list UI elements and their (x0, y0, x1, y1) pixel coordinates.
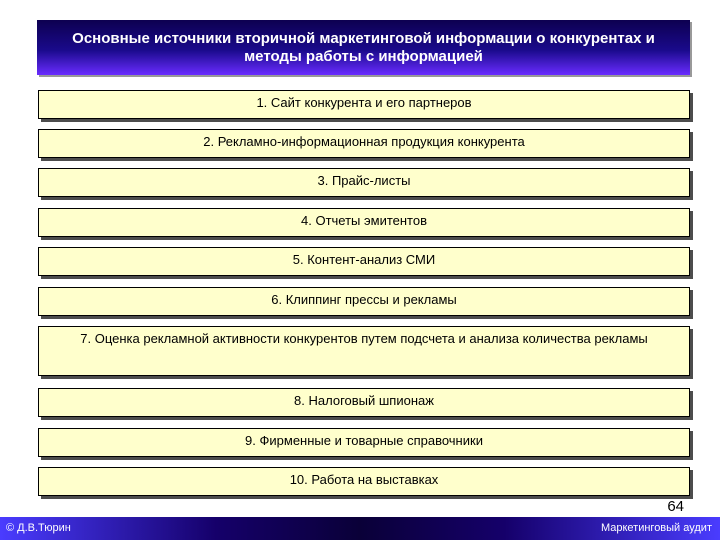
slide-title-text: Основные источники вторичной маркетинговой информации о конкурентах и методы работы с информацией (72, 29, 655, 65)
list-item-5 (38, 247, 690, 276)
list-item-text: 3. Прайс-листы (317, 173, 411, 188)
slide-title (37, 20, 690, 75)
list-item-3 (38, 168, 690, 197)
list-item-text: 9. Фирменные и товарные справочники (245, 433, 483, 448)
page-number: 64 (667, 498, 684, 515)
footer-bar (0, 517, 720, 540)
list-item-text: 4. Отчеты эмитентов (301, 213, 427, 228)
list-item-text: 7. Оценка рекламной активности конкурентов путем подсчета и анализа количества рекламы (80, 331, 648, 346)
list-item-text: 8. Налоговый шпионаж (294, 393, 434, 408)
list-item-text: 1. Сайт конкурента и его партнеров (256, 95, 472, 110)
list-item-9 (38, 428, 690, 457)
list-item-text: 10. Работа на выставках (289, 472, 439, 487)
list-item-10 (38, 467, 690, 496)
list-item-6 (38, 287, 690, 316)
list-item-1 (38, 90, 690, 119)
list-item-text: 6. Клиппинг прессы и рекламы (271, 292, 457, 307)
list-item-text: 2. Рекламно-информационная продукция конкурента (203, 134, 525, 149)
footer-author: © Д.В.Тюрин (6, 522, 71, 534)
list-item-text: 5. Контент-анализ СМИ (292, 252, 436, 267)
list-item-4 (38, 208, 690, 237)
list-item-8 (38, 388, 690, 417)
list-item-2 (38, 129, 690, 158)
footer-course-title: Маркетинговый аудит (600, 522, 712, 534)
list-item-7 (38, 326, 690, 376)
